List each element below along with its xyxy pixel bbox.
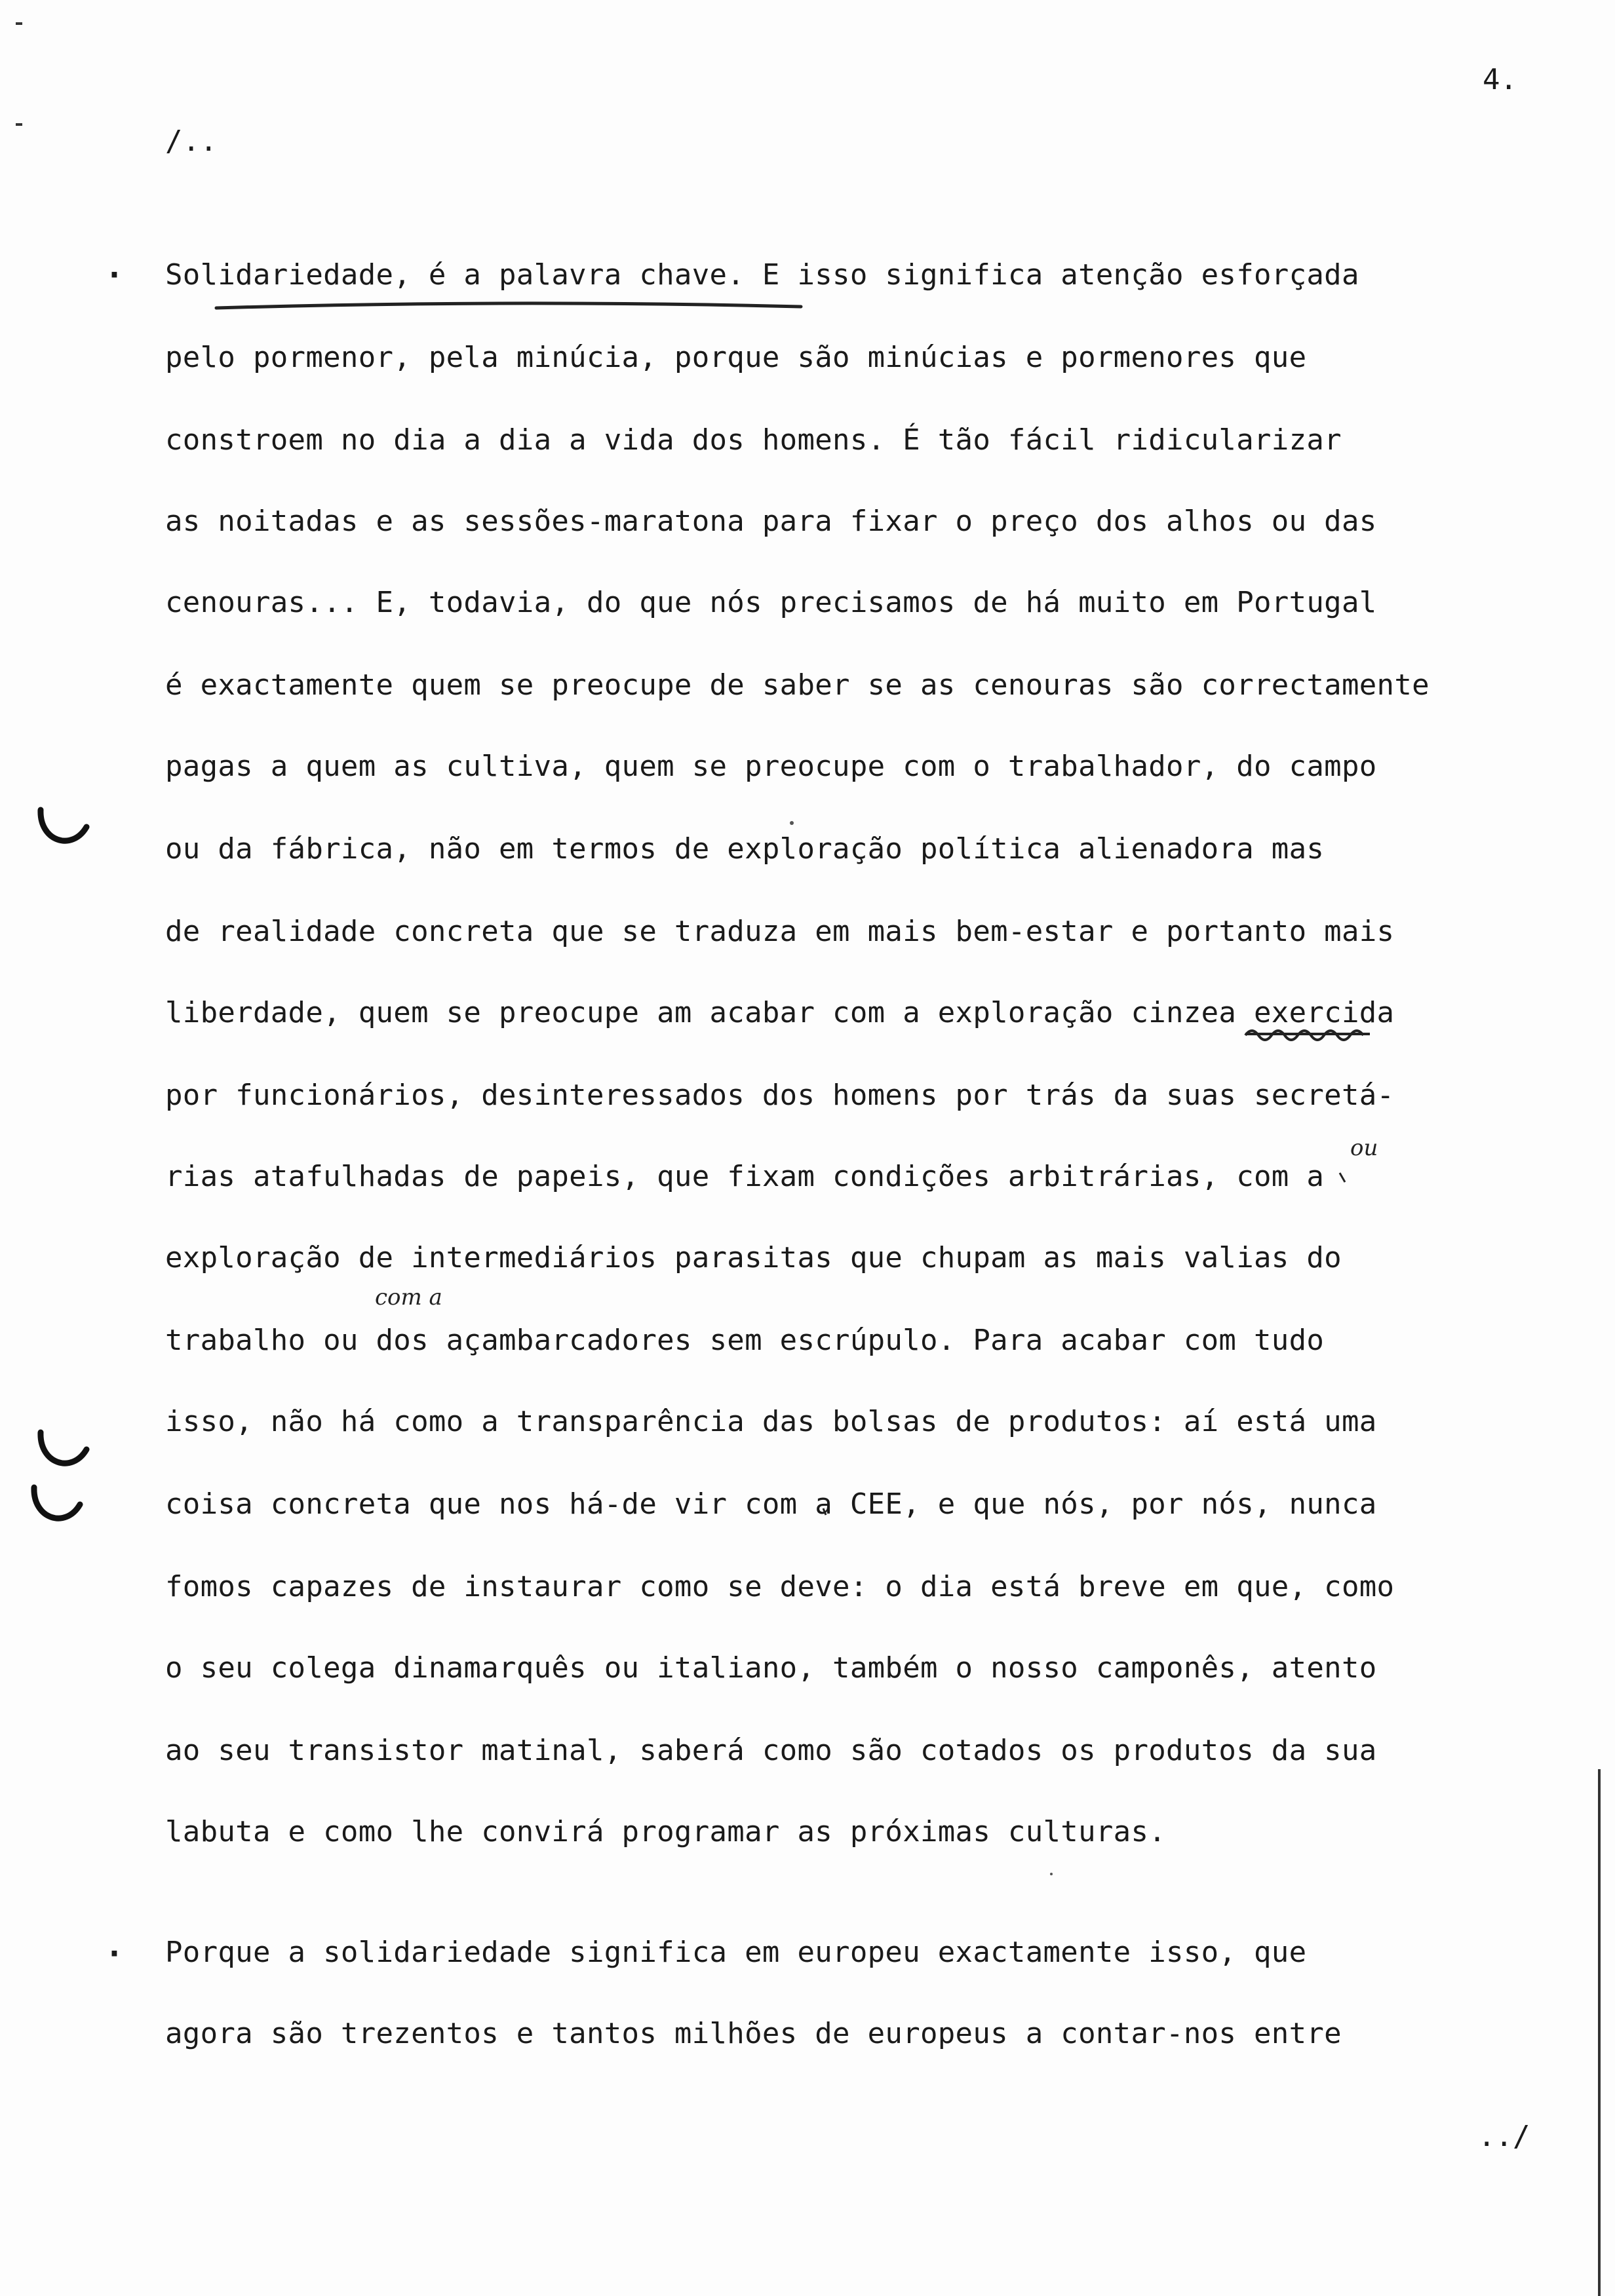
text-line: pelo pormenor, pela minúcia, porque são minúcias e pormenores que (165, 341, 1307, 374)
scan-edge-tick (16, 22, 22, 25)
text-line: pagas a quem as cultiva, quem se preocupe com o trabalhador, do campo (165, 750, 1377, 783)
text-line: isso, não há como a transparência das bolsas de produtos: aí está uma (165, 1405, 1377, 1438)
text-line: agora são trezentos e tantos milhões de europeus a contar-nos entre (165, 2017, 1342, 2050)
text-line: rias atafulhadas de papeis, que fixam condições arbitrárias, com a (165, 1160, 1325, 1193)
hand-wavy-underline (1245, 1031, 1370, 1040)
text-line: é exactamente quem se preocupe de saber se as cenouras são correctamente (165, 668, 1430, 702)
text-line: ao seu transistor matinal, saberá como são cotados os produtos da sua (165, 1734, 1377, 1767)
hand-underline (216, 303, 801, 308)
text-line: cenouras... E, todavia, do que nós precisamos de há muito em Portugal (165, 586, 1377, 619)
continuation-marker-top: /.. (165, 124, 218, 158)
margin-crescent-mark (41, 810, 87, 841)
text-line: ou da fábrica, não em termos de exploração política alienadora mas (165, 832, 1325, 866)
scan-edge-tick (16, 123, 22, 126)
handwritten-note-ou: ou (1350, 1135, 1378, 1161)
text-line: Solidariedade, é a palavra chave. E isso significa atenção esforçada (165, 258, 1359, 292)
speck (1050, 1873, 1053, 1875)
continuation-marker-bottom: ../ (1478, 2120, 1530, 2153)
scan-edge-line (1598, 1769, 1601, 2296)
text-line: de realidade concreta que se traduza em mais bem-estar e portanto mais (165, 915, 1395, 948)
text-line: liberdade, quem se preocupe am acabar com a exploração cinzea exercida (165, 996, 1395, 1029)
text-line: labuta e como lhe convirá programar as próximas culturas. (165, 1815, 1167, 1848)
text-line: as noitadas e as sessões-maratona para fixar o preço dos alhos ou das (165, 505, 1377, 538)
text-line: fomos capazes de instaurar como se deve: o dia está breve em que, como (165, 1570, 1395, 1603)
text-line: o seu colega dinamarquês ou italiano, também o nosso camponês, atento (165, 1651, 1377, 1685)
paragraph-bullet: · (105, 257, 124, 294)
handwritten-note-com-a: com a (375, 1284, 442, 1311)
page-number: 4. (1483, 63, 1517, 96)
text-line: exploração de intermediários parasitas que chupam as mais valias do (165, 1241, 1342, 1274)
text-line: trabalho ou dos açambarcadores sem escrúpulo. Para acabar com tudo (165, 1324, 1325, 1357)
insertion-mark (1340, 1173, 1345, 1182)
text-line: constroem no dia a dia a vida dos homens. É tão fácil ridicularizar (165, 423, 1342, 457)
margin-crescent-mark (34, 1487, 80, 1518)
text-line: por funcionários, desinteressados dos homens por trás da suas secretá- (165, 1079, 1395, 1112)
speck (790, 821, 794, 825)
margin-crescent-mark (41, 1432, 87, 1463)
paragraph-bullet: · (105, 1936, 124, 1972)
text-line: coisa concreta que nos há-de vir com a CEE, e que nós, por nós, nunca (165, 1487, 1377, 1521)
text-line: Porque a solidariedade significa em europeu exactamente isso, que (165, 1936, 1307, 1969)
